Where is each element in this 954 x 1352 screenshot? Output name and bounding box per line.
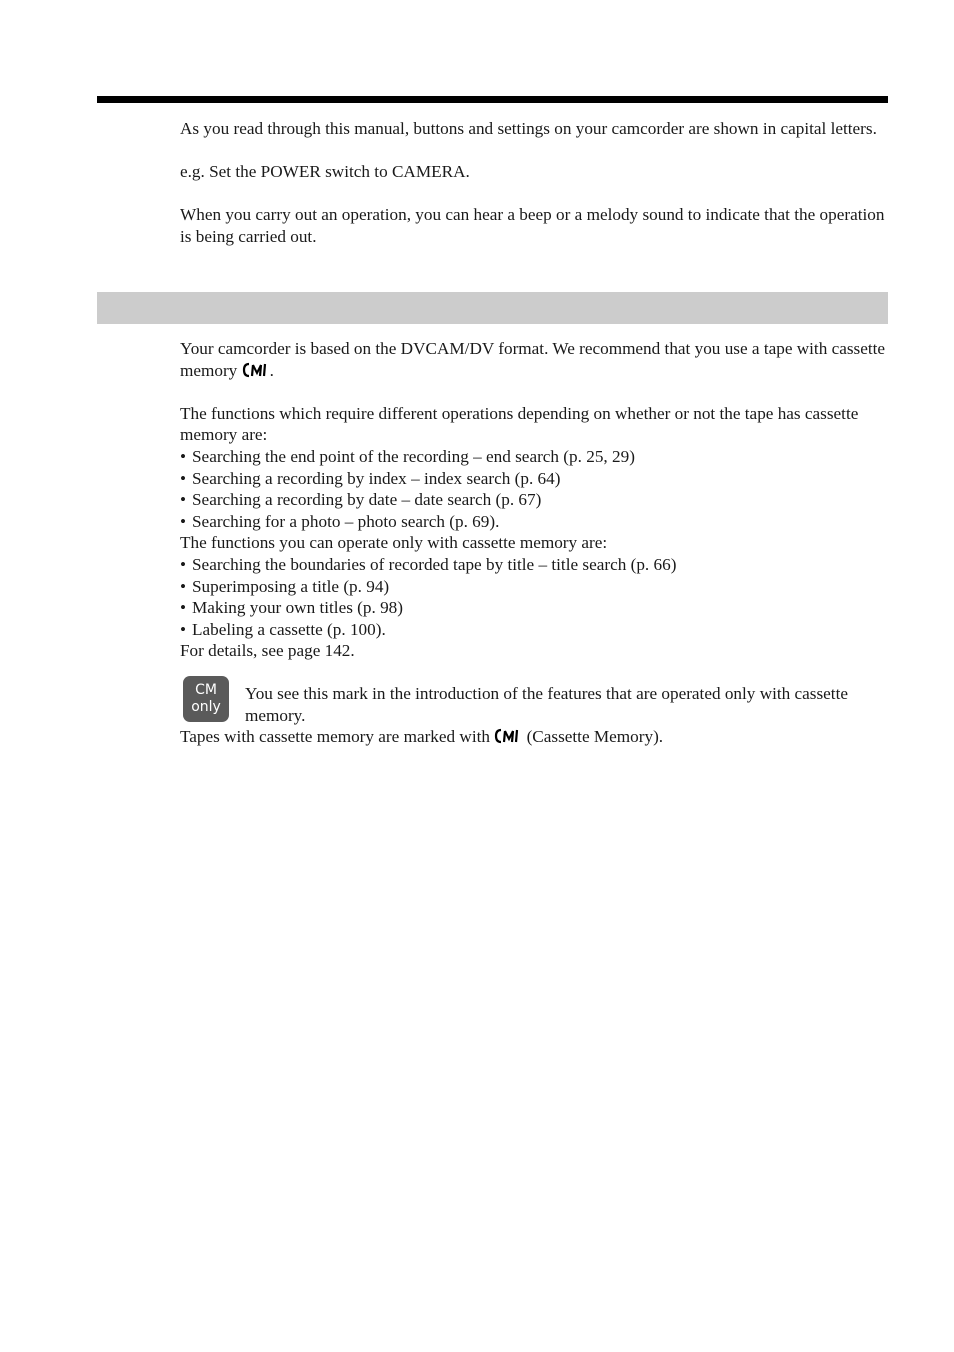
intro-block <box>180 118 890 248</box>
list-item <box>180 446 890 468</box>
list-item <box>180 597 890 619</box>
cm-badge-line-1: CM <box>195 682 217 698</box>
cm-badge-line-2: only <box>191 699 221 715</box>
section-paragraph-3: The functions you can operate only with cassette memory are: <box>180 533 608 553</box>
section-paragraph-1-text: Your camcorder is based on the DVCAM/DV format. We recommend that you use a tape with cassette memory <box>180 339 886 380</box>
bullet-dot: • <box>180 619 187 639</box>
bullet-list-1 <box>180 446 890 532</box>
intro-paragraph-3: When you carry out an operation, you can hear a beep or a melody sound to indicate that the operation is being carried out. <box>180 205 885 246</box>
section-paragraph-1 <box>180 338 890 381</box>
cassette-memory-note-end: (Cassette Memory). <box>522 727 664 746</box>
list-item-text: Searching the boundaries of recorded tape by title – title search (p. 66) <box>192 554 677 574</box>
bullet-dot: • <box>180 554 187 574</box>
list-item-text: Superimposing a title (p. 94) <box>192 576 390 596</box>
intro-paragraph-2: e.g. Set the POWER switch to CAMERA. <box>180 162 470 182</box>
list-item <box>180 554 890 576</box>
list-item-text: Searching the end point of the recording – end search (p. 25, 29) <box>192 446 635 466</box>
list-item <box>180 576 890 598</box>
list-item <box>180 619 890 641</box>
cassette-memory-note <box>180 726 890 748</box>
list-item-text: Searching a recording by index – index search (p. 64) <box>192 468 561 488</box>
cm-only-note: You see this mark in the introduction of the features that are operated only with cassette memory. <box>245 684 848 725</box>
bullet-dot: • <box>180 511 187 531</box>
section-paragraph-1-end: . <box>269 360 274 380</box>
top-rule <box>97 96 888 103</box>
section-paragraph-2: The functions which require different operations depending on whether or not the tape has cassette memory are: <box>180 403 859 445</box>
bullet-dot: • <box>180 468 187 488</box>
bullet-dot: • <box>180 576 187 596</box>
list-item-text: Making your own titles (p. 98) <box>192 598 404 618</box>
list-item-text: Searching for a photo – photo search (p. 69). <box>192 511 500 531</box>
cassette-memory-icon <box>242 362 270 378</box>
list-item <box>180 511 890 533</box>
list-item-text: Searching a recording by date – date search (p. 67) <box>192 490 542 510</box>
section-paragraph-4: For details, see page 142. <box>180 641 355 661</box>
bullet-list-2 <box>180 554 890 640</box>
bullet-dot: • <box>180 598 187 618</box>
list-item-text: Labeling a cassette (p. 100). <box>192 619 386 639</box>
list-item <box>180 468 890 490</box>
cm-only-badge-icon <box>183 676 229 722</box>
cassette-memory-icon <box>494 728 522 744</box>
intro-paragraph-1: As you read through this manual, buttons and settings on your camcorder are shown in capital letters. <box>180 119 877 138</box>
cassette-memory-note-text: Tapes with cassette memory are marked with <box>180 727 495 746</box>
bullet-dot: • <box>180 446 187 466</box>
section-body <box>180 338 890 662</box>
section-heading-band <box>97 292 888 324</box>
bullet-dot: • <box>180 490 187 510</box>
list-item <box>180 489 890 511</box>
